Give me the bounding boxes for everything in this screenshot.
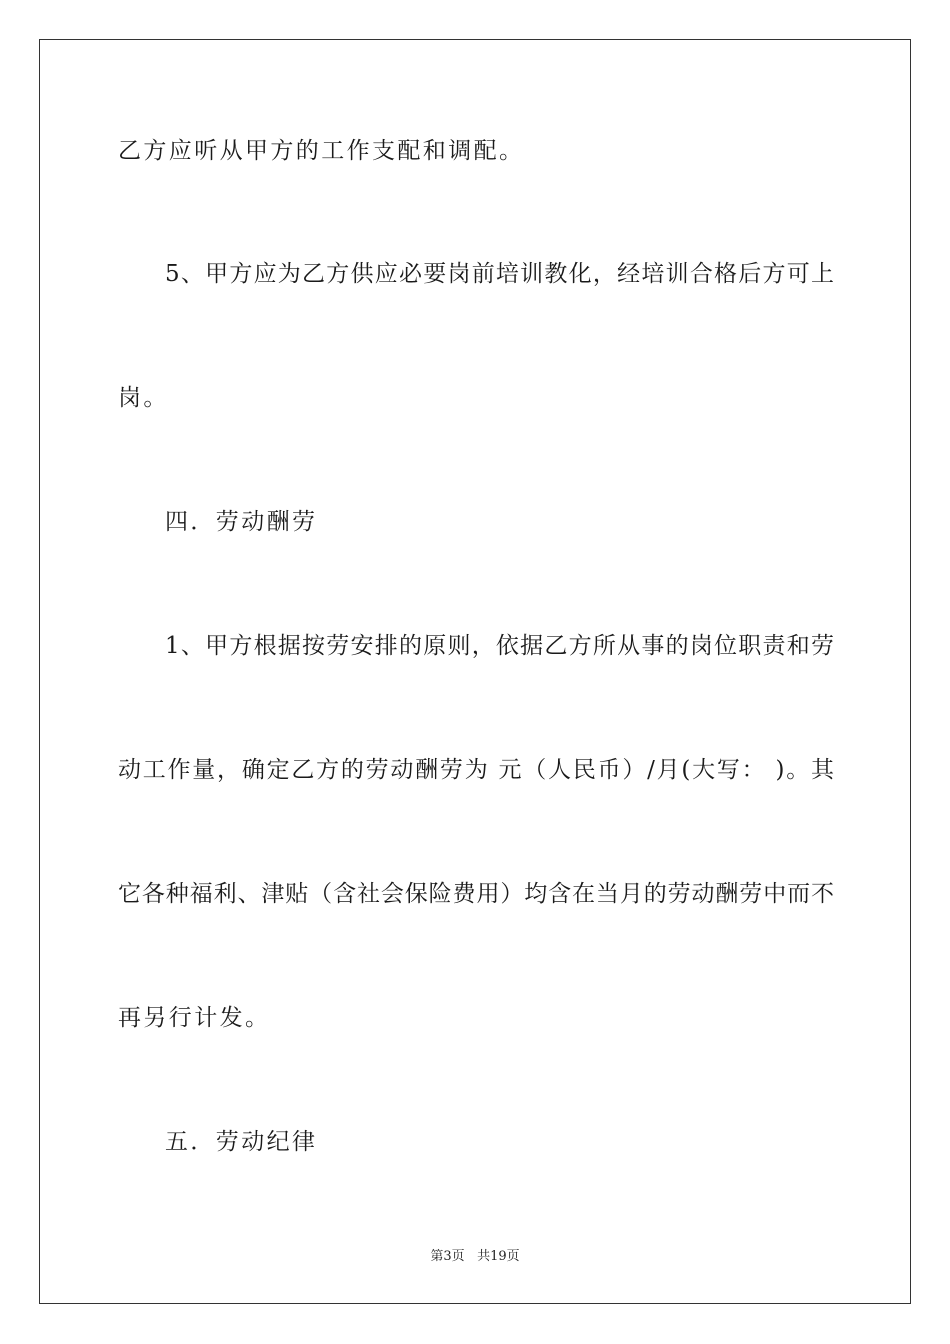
paragraph-line: 乙方应听从甲方的工作支配和调配。 bbox=[118, 138, 525, 164]
paragraph-line: 5、甲方应为乙方供应必要岗前培训教化，经培训合格后方可上 bbox=[165, 261, 834, 287]
page-total: 共19页 bbox=[477, 1249, 520, 1264]
paragraph-line: 再另行计发。 bbox=[118, 1005, 271, 1031]
page-number: 第3页 bbox=[430, 1249, 465, 1264]
page-border bbox=[39, 39, 911, 1304]
paragraph-line: 岗。 bbox=[118, 385, 169, 411]
page-footer bbox=[0, 1248, 950, 1266]
paragraph-line: 动工作量，确定乙方的劳动酬劳为 元（人民币）/月(大写： )。其 bbox=[118, 757, 834, 783]
paragraph-line: 它各种福利、津贴（含社会保险费用）均含在当月的劳动酬劳中而不 bbox=[118, 881, 834, 907]
paragraph-line: 1、甲方根据按劳安排的原则，依据乙方所从事的岗位职责和劳 bbox=[165, 633, 834, 659]
section-heading: 五．劳动纪律 bbox=[165, 1129, 318, 1155]
section-heading: 四．劳动酬劳 bbox=[165, 509, 318, 535]
